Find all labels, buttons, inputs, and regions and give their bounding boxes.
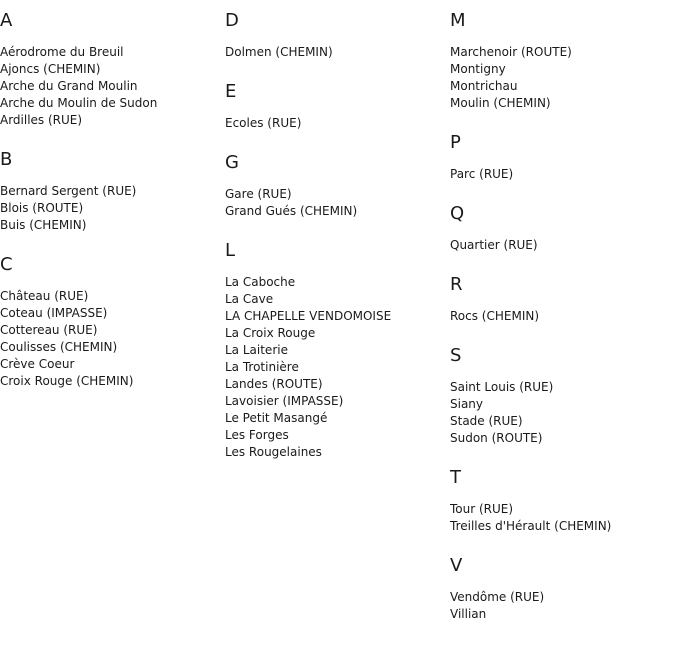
- letter-group: [450, 345, 675, 447]
- street-link[interactable]: Montrichau: [450, 79, 518, 93]
- street-list: [450, 237, 675, 254]
- street-link[interactable]: Grand Gués (CHEMIN): [225, 204, 358, 218]
- letter-group: [0, 10, 225, 129]
- street-link[interactable]: La Croix Rouge: [225, 326, 316, 340]
- letter-group: [225, 81, 450, 132]
- letter-heading: P: [450, 132, 461, 153]
- street-link[interactable]: Lavoisier (IMPASSE): [225, 394, 344, 408]
- street-link[interactable]: La Laiterie: [225, 343, 288, 357]
- street-link[interactable]: LA CHAPELLE VENDOMOISE: [225, 309, 392, 323]
- letter-heading: B: [0, 149, 13, 170]
- street-link[interactable]: Cottereau (RUE): [0, 323, 98, 337]
- street-link[interactable]: Moulin (CHEMIN): [450, 96, 551, 110]
- letter-heading: S: [450, 345, 462, 366]
- letter-group: [0, 149, 225, 234]
- street-link[interactable]: Coteau (IMPASSE): [0, 306, 108, 320]
- index-column-2: [225, 10, 450, 481]
- letter-group: [225, 10, 450, 61]
- street-list: [0, 183, 225, 234]
- index-column-3: [450, 10, 675, 643]
- street-link[interactable]: Buis (CHEMIN): [0, 218, 87, 232]
- street-list: [450, 44, 675, 112]
- street-list: [225, 44, 450, 61]
- street-link[interactable]: Stade (RUE): [450, 414, 523, 428]
- letter-heading: E: [225, 81, 237, 102]
- street-link[interactable]: Gare (RUE): [225, 187, 292, 201]
- street-link[interactable]: Sudon (ROUTE): [450, 431, 543, 445]
- street-link[interactable]: Croix Rouge (CHEMIN): [0, 374, 134, 388]
- street-link[interactable]: Montigny: [450, 62, 506, 76]
- street-link[interactable]: Quartier (RUE): [450, 238, 538, 252]
- street-link[interactable]: Tour (RUE): [450, 502, 514, 516]
- street-list: [0, 288, 225, 390]
- street-link[interactable]: Coulisses (CHEMIN): [0, 340, 118, 354]
- street-link[interactable]: La Trotinière: [225, 360, 299, 374]
- street-list: [450, 308, 675, 325]
- street-link[interactable]: Crève Coeur: [0, 357, 75, 371]
- street-link[interactable]: Dolmen (CHEMIN): [225, 45, 333, 59]
- street-list: [450, 166, 675, 183]
- letter-heading: G: [225, 152, 239, 173]
- letter-group: [450, 203, 675, 254]
- street-link[interactable]: Ecoles (RUE): [225, 116, 302, 130]
- street-link[interactable]: Vendôme (RUE): [450, 590, 545, 604]
- street-list: [225, 115, 450, 132]
- letter-heading: C: [0, 254, 13, 275]
- letter-heading: R: [450, 274, 463, 295]
- letter-group: [450, 274, 675, 325]
- street-list: [450, 501, 675, 535]
- letter-group: [0, 254, 225, 390]
- letter-heading: V: [450, 555, 463, 576]
- street-link[interactable]: La Caboche: [225, 275, 296, 289]
- street-link[interactable]: Les Forges: [225, 428, 289, 442]
- street-link[interactable]: Le Petit Masangé: [225, 411, 328, 425]
- street-link[interactable]: Treilles d'Hérault (CHEMIN): [450, 519, 612, 533]
- letter-heading: T: [450, 467, 461, 488]
- street-link[interactable]: Bernard Sergent (RUE): [0, 184, 137, 198]
- street-link[interactable]: Aérodrome du Breuil: [0, 45, 124, 59]
- index-column-1: [0, 10, 225, 410]
- letter-group: [225, 240, 450, 461]
- letter-heading: M: [450, 10, 466, 31]
- street-list: [450, 589, 675, 623]
- letter-group: [450, 467, 675, 535]
- letter-group: [450, 555, 675, 623]
- street-link[interactable]: Saint Louis (RUE): [450, 380, 554, 394]
- street-list: [225, 274, 450, 461]
- street-link[interactable]: Blois (ROUTE): [0, 201, 84, 215]
- letter-heading: L: [225, 240, 236, 261]
- street-list: [0, 44, 225, 129]
- street-link[interactable]: Siany: [450, 397, 484, 411]
- street-link[interactable]: Arche du Moulin de Sudon: [0, 96, 158, 110]
- letter-heading: Q: [450, 203, 465, 224]
- street-link[interactable]: La Cave: [225, 292, 274, 306]
- street-link[interactable]: Arche du Grand Moulin: [0, 79, 138, 93]
- street-list: [225, 186, 450, 220]
- street-link[interactable]: Rocs (CHEMIN): [450, 309, 540, 323]
- street-link[interactable]: Les Rougelaines: [225, 445, 322, 459]
- letter-group: [450, 132, 675, 183]
- street-list: [450, 379, 675, 447]
- street-link[interactable]: Ajoncs (CHEMIN): [0, 62, 101, 76]
- letter-group: [450, 10, 675, 112]
- letter-heading: D: [225, 10, 239, 31]
- street-link[interactable]: Villian: [450, 607, 487, 621]
- street-link[interactable]: Landes (ROUTE): [225, 377, 323, 391]
- letter-group: [225, 152, 450, 220]
- letter-heading: A: [0, 10, 13, 31]
- street-link[interactable]: Marchenoir (ROUTE): [450, 45, 572, 59]
- street-link[interactable]: Ardilles (RUE): [0, 113, 83, 127]
- street-link[interactable]: Château (RUE): [0, 289, 89, 303]
- street-link[interactable]: Parc (RUE): [450, 167, 514, 181]
